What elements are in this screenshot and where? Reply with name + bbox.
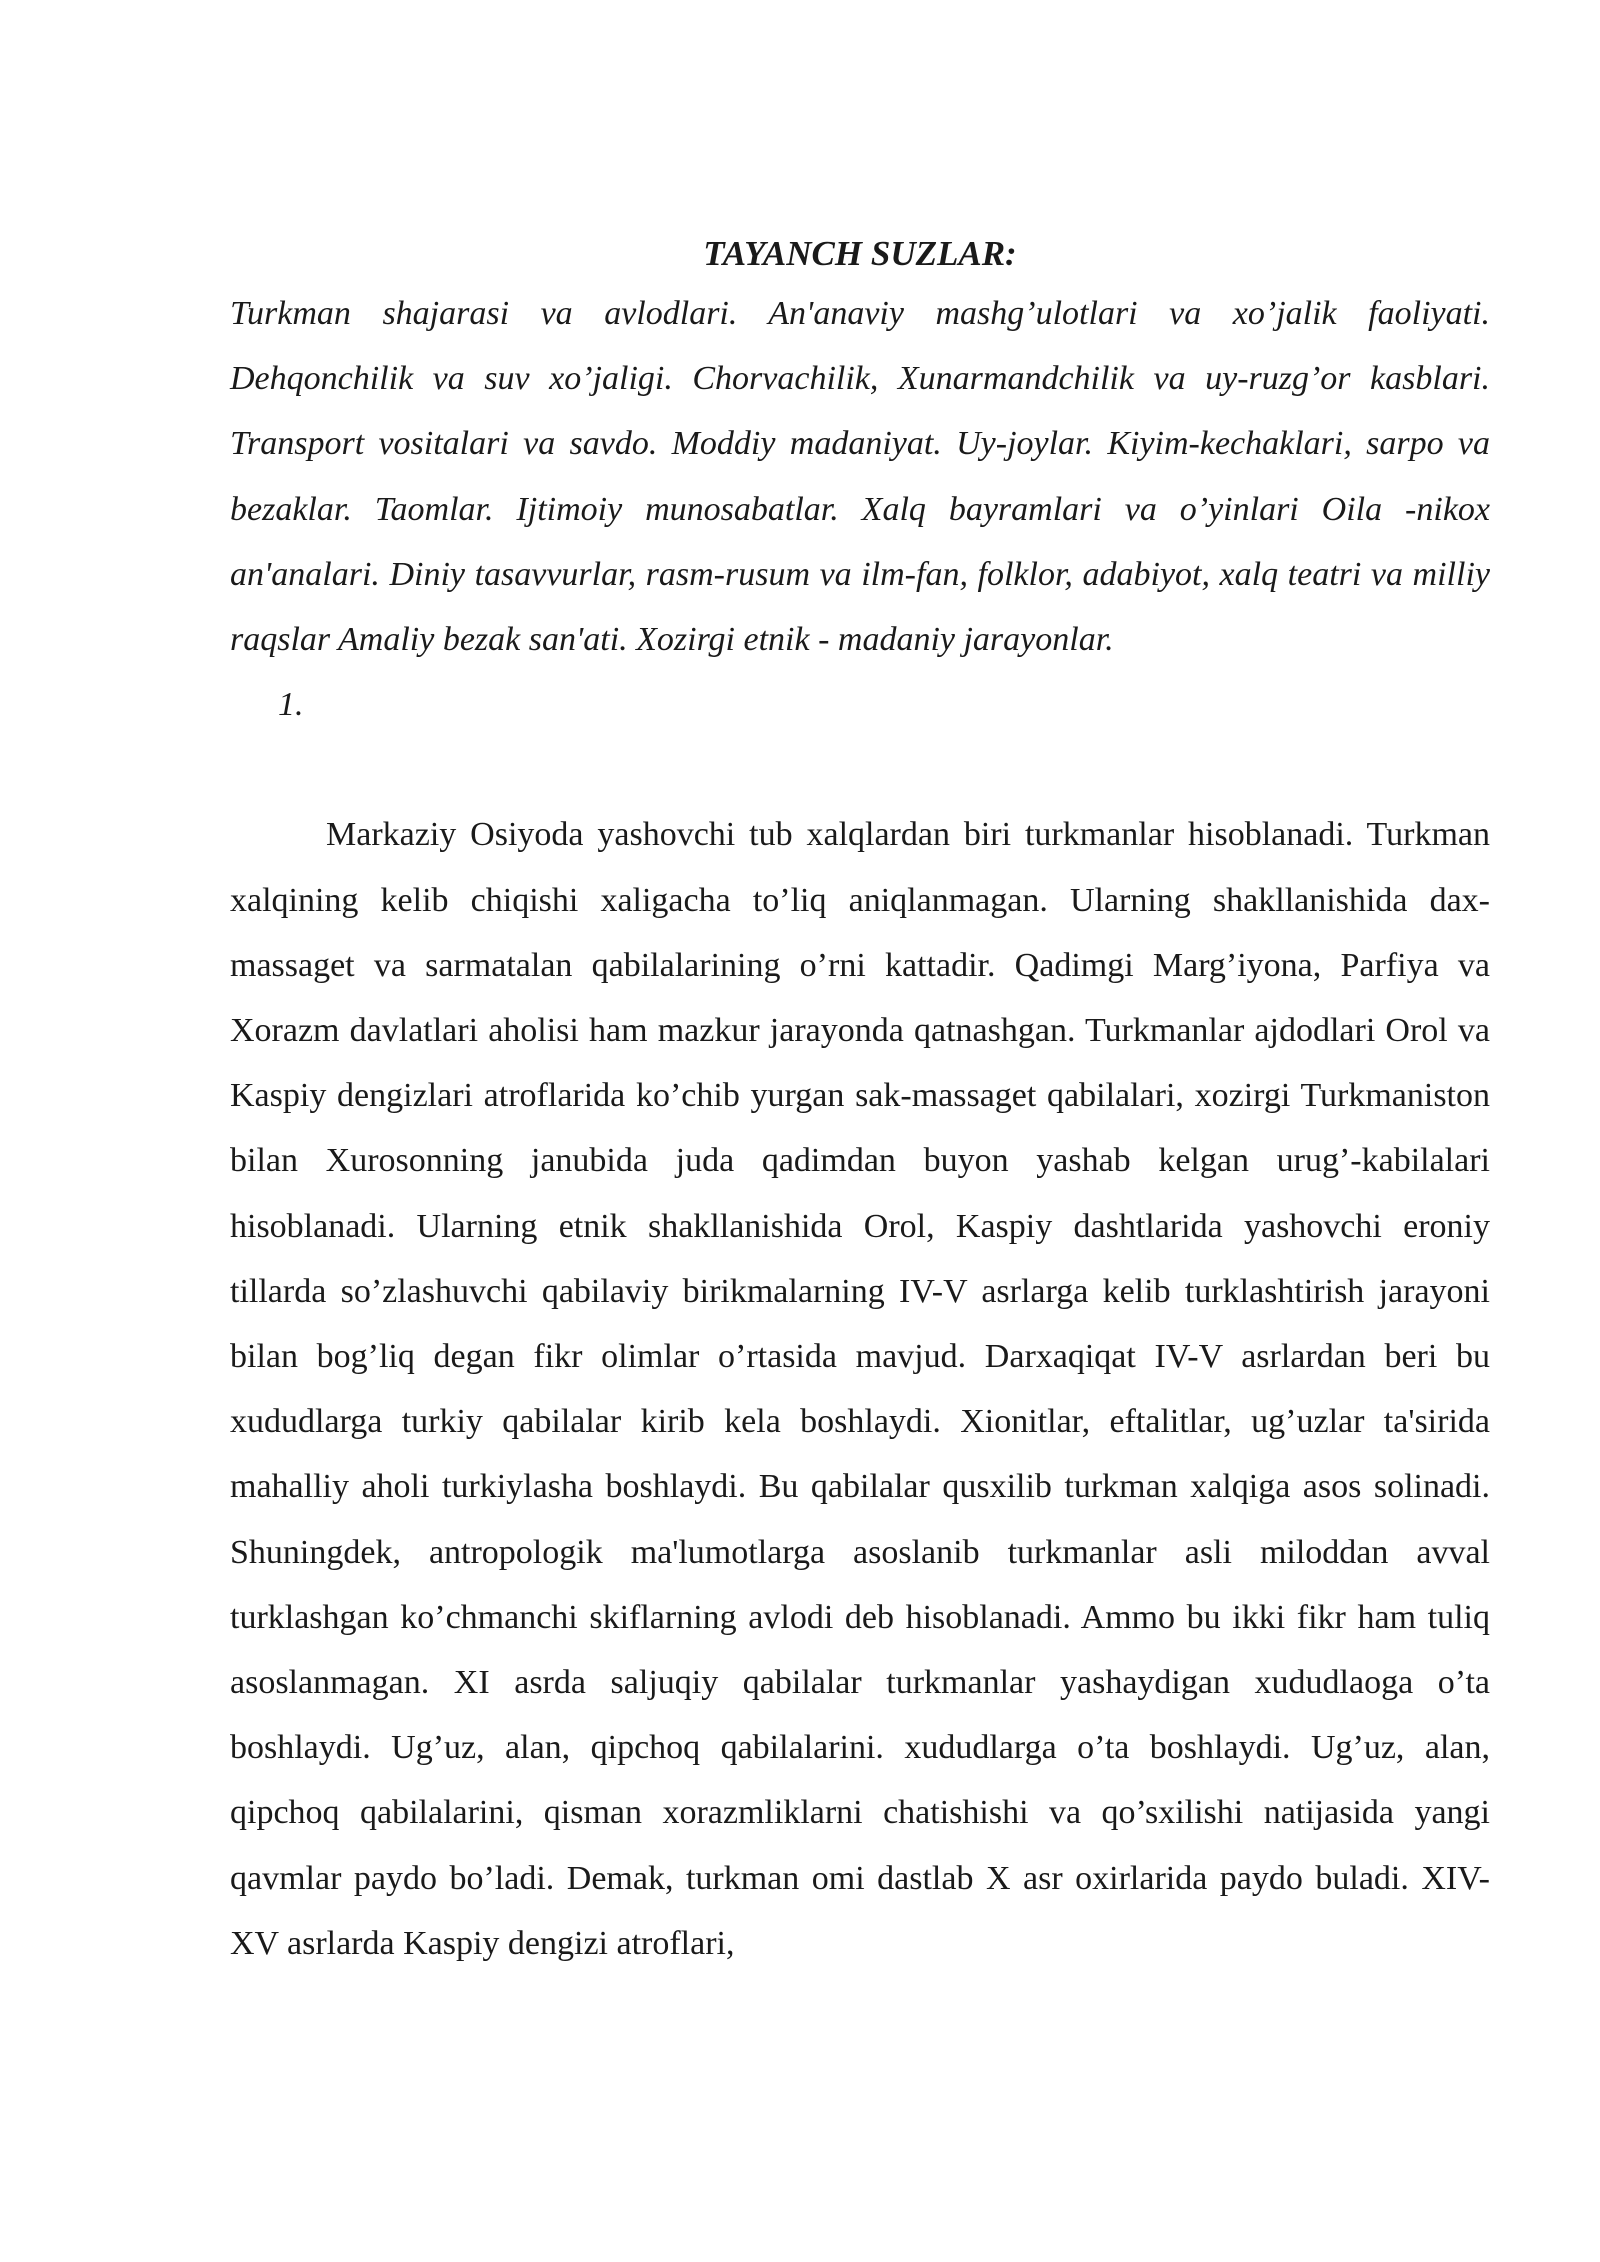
body-paragraph: Markaziy Osiyoda yashovchi tub xalqlardan biri turkmanlar hisoblanadi. Turkman xalqining kelib chiqishi xaligacha to’liq aniqlanmagan. Ularning shakllanishida dax-massaget va sarmatalan qabilalarining o’rni kattadir. Qadimgi Marg’iyona, Parfiya va Xorazm davlatlari aholisi ham mazkur jarayonda qatnashgan. Turkmanlar ajdodlari Orol va Kaspiy dengizlari atroflarida ko’chib yurgan sak-massaget qabilalari, xozirgi Turkmaniston bilan Xurosonning janubida juda qadimdan buyon yashab kelgan urug’-kabilalari hisoblanadi. Ularning etnik shakllanishida Orol, Kaspiy dashtlarida yashovchi eroniy tillarda so’zlashuvchi qabilaviy birikmalarning IV-V asrlarga kelib turklashtirish jarayoni bilan bog’liq degan fikr olimlar o’rtasida mavjud. Darxaqiqat IV-V asrlardan beri bu xududlarga turkiy qabilalar kirib kela boshlaydi. Xionitlar, eftalitlar, ug’uzlar ta'sirida mahalliy aholi turkiylasha boshlaydi. Bu qabilalar qusxilib turkman xalqiga asos solinadi. Shuningdek, antropologik ma'lumotlarga asoslanib turkmanlar asli miloddan avval turklashgan ko’chmanchi skiflarning avlodi deb hisoblanadi. Ammo bu ikki fikr ham tuliq asoslanmagan. XI asrda saljuqiy qabilalar turkmanlar yashaydigan xududlaoga o’ta boshlaydi. Ug’uz, alan, qipchoq qabilalarini. xududlarga o’ta boshlaydi. Ug’uz, alan, qipchoq qabilalarini, qisman xorazmliklarni chatishishi va qo’sxilishi natijasida yangi qavmlar paydo bo’ladi. Demak, turkman omi dastlab X asr oxirlarida paydo buladi. XIV-XV asrlarda Kaspiy dengizi atroflari, bbox=[230, 816, 1490, 1962]
document-page bbox=[230, 226, 1490, 1976]
document-title: TAYANCH SUZLAR: bbox=[703, 234, 1017, 273]
list-number: 1. bbox=[278, 686, 304, 724]
keywords-paragraph: Turkman shajarasi va avlodlari. An'anaviy mashg’ulotlari va xo’jalik faoliyati. Dehqonchilik va suv xo’jaligi. Chorvachilik, Xunarmandchilik va uy-ruzg’or kasblari. Transport vositalari va savdo. Moddiy madaniyat. Uy-joylar. Kiyim-kechaklari, sarpo va bezaklar. Taomlar. Ijtimoiy munosabatlar. Xalq bayramlari va o’yinlari Oila -nikox an'analari. Diniy tasavvurlar, rasm-rusum va ilm-fan, folklor, adabiyot, xalq teatri va milliy raqslar Amaliy bezak san'ati. Xozirgi etnik - madaniy jarayonlar. bbox=[230, 295, 1490, 659]
blank-line bbox=[230, 737, 1490, 802]
